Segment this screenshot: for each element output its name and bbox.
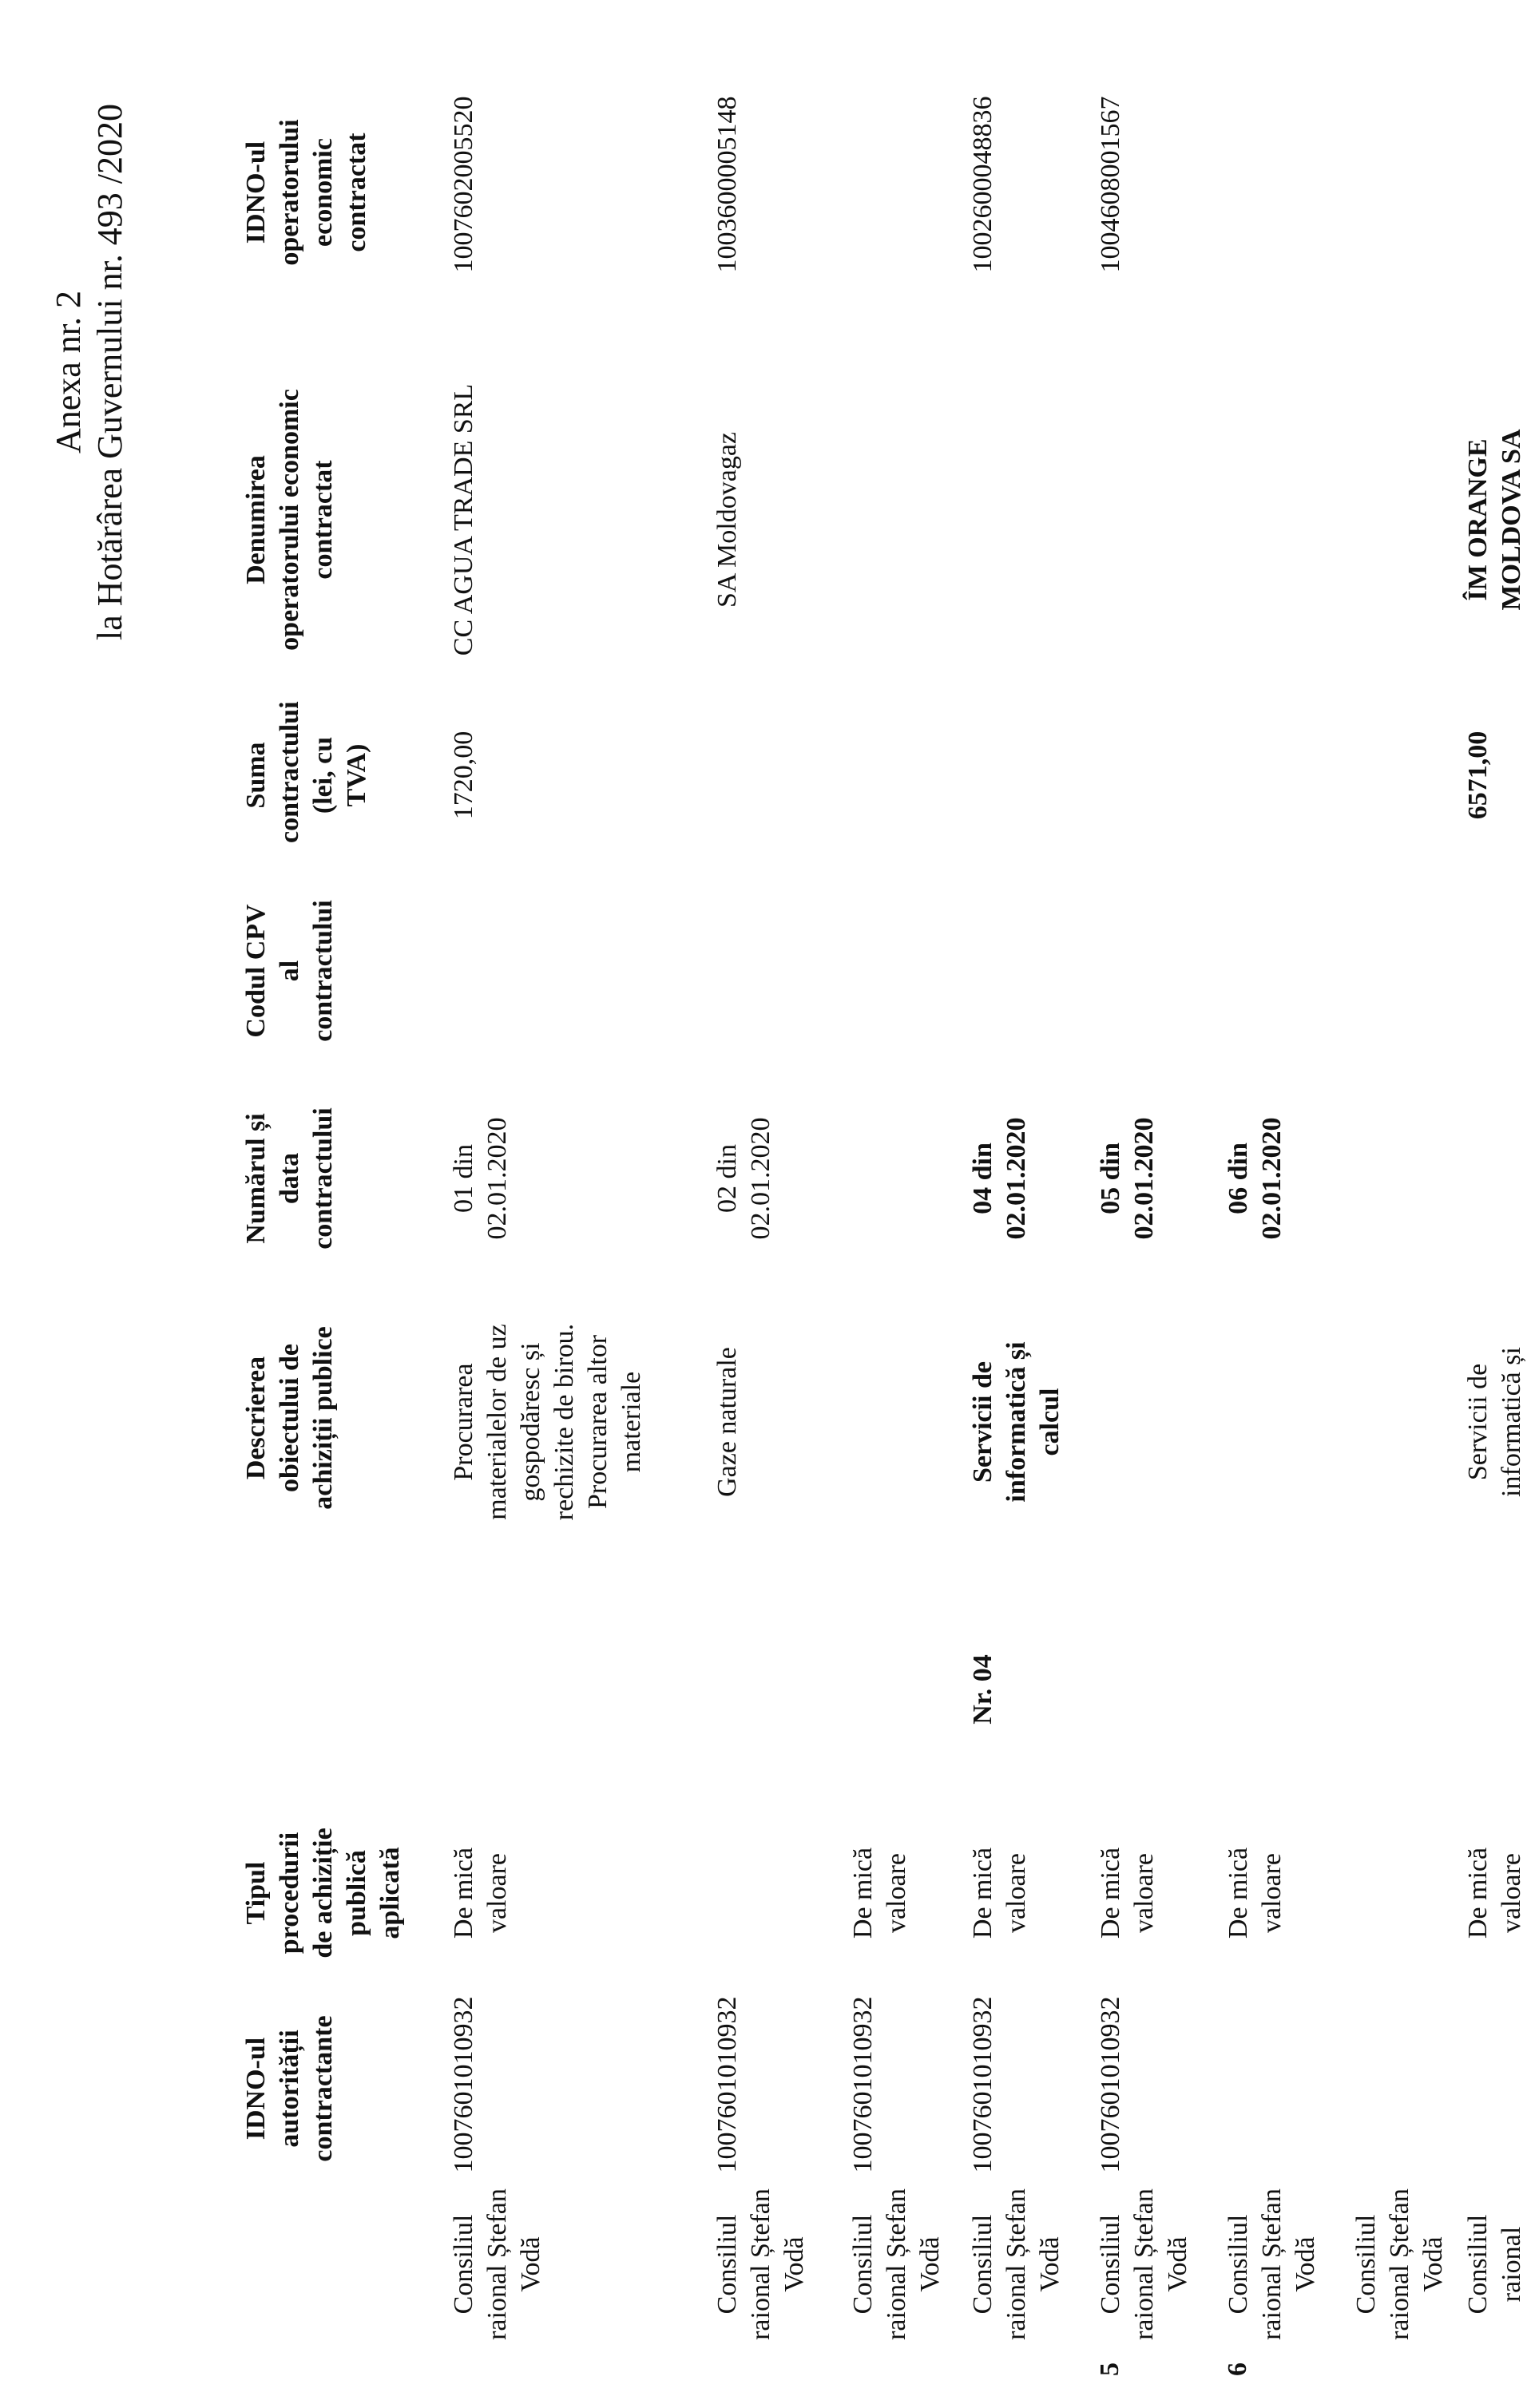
row-4-contract: 04 din 02.01.2020: [968, 1117, 1031, 1240]
row-6-number: 6: [1223, 2362, 1252, 2376]
row-8-description: Servicii de informatică și: [1463, 1347, 1526, 1497]
row-2-idno-authority: 1007601010932: [712, 1996, 742, 2173]
row-2-contract: 02 din 02.01.2020: [712, 1117, 775, 1240]
row-1-operator-name: CC AGUA TRADE SRL: [449, 383, 478, 656]
row-6-procedure-type: De mică valoare: [1224, 1847, 1287, 1939]
header-operator-name: Denumirea operatorului economic contractat: [241, 389, 338, 651]
row-8-operator-name: ÎM ORANGE MOLDOVA SA: [1463, 429, 1526, 611]
row-8-sum: 6571,00: [1463, 731, 1493, 820]
row-3-idno-authority: 1007601010932: [848, 1996, 878, 2173]
row-5-procedure-type: De mică valoare: [1096, 1847, 1159, 1939]
header-contract-sum: Suma contractului (lei, cu TVA): [241, 701, 371, 843]
row-4-description: Servicii de informatică și calcul: [968, 1341, 1065, 1503]
row-6-authority: Consiliul raional Ștefan Vodă: [1224, 2188, 1320, 2340]
row-4-extra: Nr. 04: [968, 1654, 998, 1725]
row-1-operator-idno: 1007602005520: [449, 96, 478, 273]
row-8-authority: Consiliul raional: [1463, 2214, 1526, 2315]
header-operator-idno: IDNO-ul operatorului economic contractat: [241, 119, 371, 266]
row-6-contract: 06 din 02.01.2020: [1224, 1117, 1287, 1240]
annex-number: Anexa nr. 2: [49, 290, 88, 454]
row-4-operator-idno: 1002600048836: [968, 96, 998, 273]
row-1-sum: 1720,00: [449, 731, 478, 820]
header-description: Descrierea obiectului de achiziții publice: [241, 1326, 338, 1510]
row-2-description: Gaze naturale: [712, 1347, 742, 1497]
row-1-contract: 01 din 02.01.2020: [449, 1117, 512, 1240]
row-5-idno-authority: 1007601010932: [1096, 1996, 1125, 2173]
row-1-description: Procurarea materialelor de uz gospodăresc și rechizite de birou. Procurarea altor materiale: [449, 1323, 646, 1521]
row-2-operator-idno: 1003600005148: [712, 96, 742, 273]
header-cpv-code: Codul CPV al contractului: [241, 900, 338, 1042]
row-4-authority: Consiliul raional Ștefan Vodă: [968, 2188, 1065, 2340]
row-8-procedure-type: De mică valoare: [1463, 1847, 1526, 1939]
row-1-authority: Consiliul raional Ștefan Vodă: [449, 2188, 545, 2340]
row-1-idno-authority: 1007601010932: [449, 1996, 478, 2173]
row-5-operator-idno: 1004608001567: [1096, 96, 1125, 273]
row-2-operator-name: SA Moldovagaz: [712, 431, 742, 608]
row-5-authority: Consiliul raional Ștefan Vodă: [1096, 2188, 1192, 2340]
row-3-authority: Consiliul raional Ștefan Vodă: [848, 2188, 945, 2340]
row-4-procedure-type: De mică valoare: [968, 1847, 1031, 1939]
row-5-contract: 05 din 02.01.2020: [1096, 1117, 1159, 1240]
row-3-procedure-type: De mică valoare: [848, 1847, 911, 1939]
annex-reference: la Hotărârea Guvernului nr. 493 /2020: [90, 103, 129, 641]
header-contract-number-date: Numărul și data contractului: [241, 1107, 338, 1250]
row-4-idno-authority: 1007601010932: [968, 1996, 998, 2173]
row-2-authority: Consiliul raional Ștefan Vodă: [712, 2188, 809, 2340]
row-7-authority: Consiliul raional Ștefan Vodă: [1351, 2188, 1448, 2340]
row-1-procedure-type: De mică valoare: [449, 1847, 512, 1939]
header-idno-authority: IDNO-ul autorității contractante: [241, 2015, 338, 2162]
header-procedure-type: Tipul procedurii de achiziție publică aplicată: [241, 1828, 405, 1958]
row-5-number: 5: [1095, 2362, 1124, 2376]
annex-header: [48, 13, 131, 731]
